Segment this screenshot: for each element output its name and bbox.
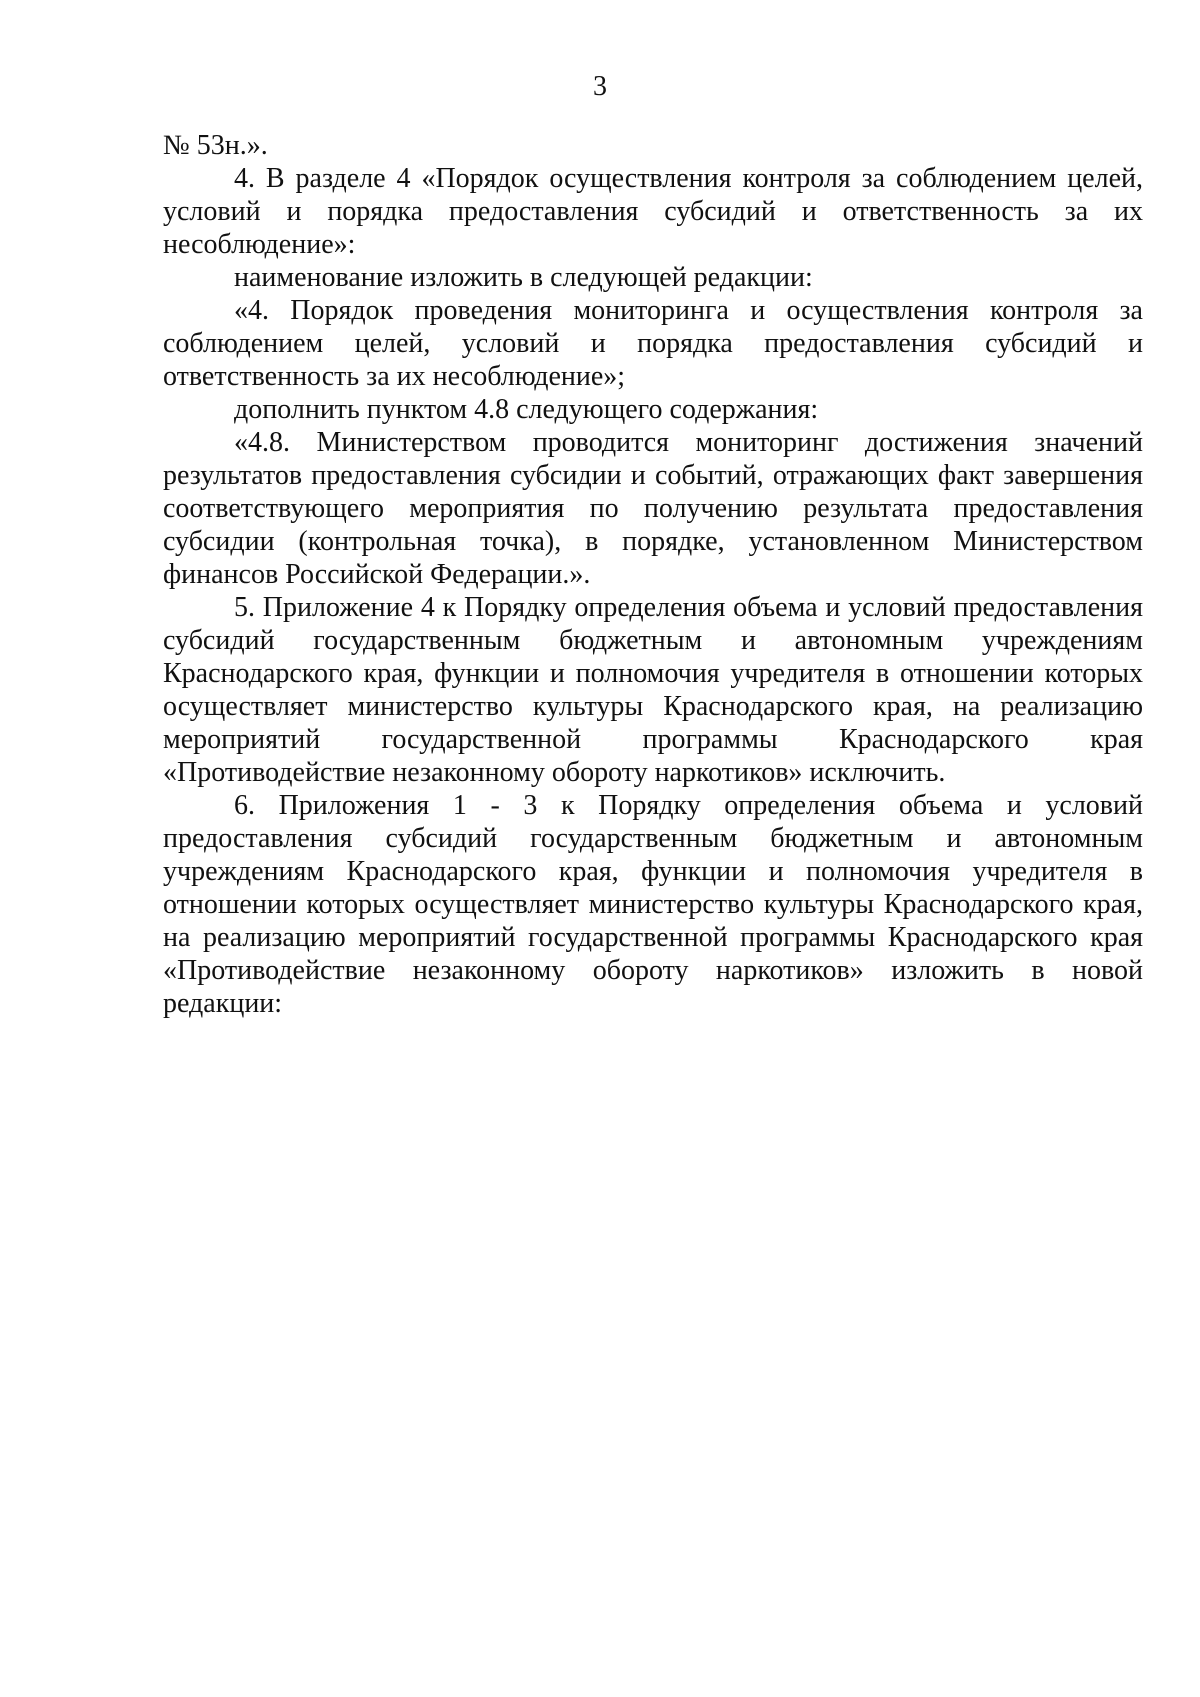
paragraph-clause-4-8: «4.8. Министерством проводится мониторинг достижения значений результатов предоставления субсидии и событий, отражающих факт завершения соответствующего мероприятия по получению результата предоставления субсидии (контрольная точка), в порядке, установленном Министерством финансов Российской Федерации.».	[163, 427, 1143, 590]
paragraph-item-6: 6. Приложения 1 - 3 к Порядку определения объема и условий предоставления субсидий государственным бюджетным и автономным учреждениям Краснодарского края, функции и полномочия учредителя в отношении которых осуществляет министерство культуры Краснодарского края, на реализацию мероприятий государственной программы Краснодарского края «Противодействие незаконному обороту наркотиков» изложить в новой редакции:	[163, 790, 1143, 1019]
paragraph-add-clause-instruction: дополнить пунктом 4.8 следующего содержания:	[234, 394, 819, 425]
document-body	[163, 129, 1143, 1020]
paragraph-rename-instruction: наименование изложить в следующей редакции:	[234, 262, 813, 293]
paragraph-continuation: № 53н.».	[163, 130, 268, 161]
paragraph-item-5: 5. Приложение 4 к Порядку определения объема и условий предоставления субсидий государственным бюджетным и автономным учреждениям Краснодарского края, функции и полномочия учредителя в отношении которых осуществляет министерство культуры Краснодарского края, на реализацию мероприятий государственной программы Краснодарского края «Противодействие незаконному обороту наркотиков» исключить.	[163, 592, 1143, 788]
paragraph-item-4: 4. В разделе 4 «Порядок осуществления контроля за соблюдением целей, условий и порядка предоставления субсидий и ответственность за их несоблюдение»:	[163, 163, 1143, 260]
page-number: 3	[593, 71, 607, 102]
paragraph-new-section-title: «4. Порядок проведения мониторинга и осуществления контроля за соблюдением целей, условий и порядка предоставления субсидий и ответственность за их несоблюдение»;	[163, 295, 1143, 392]
